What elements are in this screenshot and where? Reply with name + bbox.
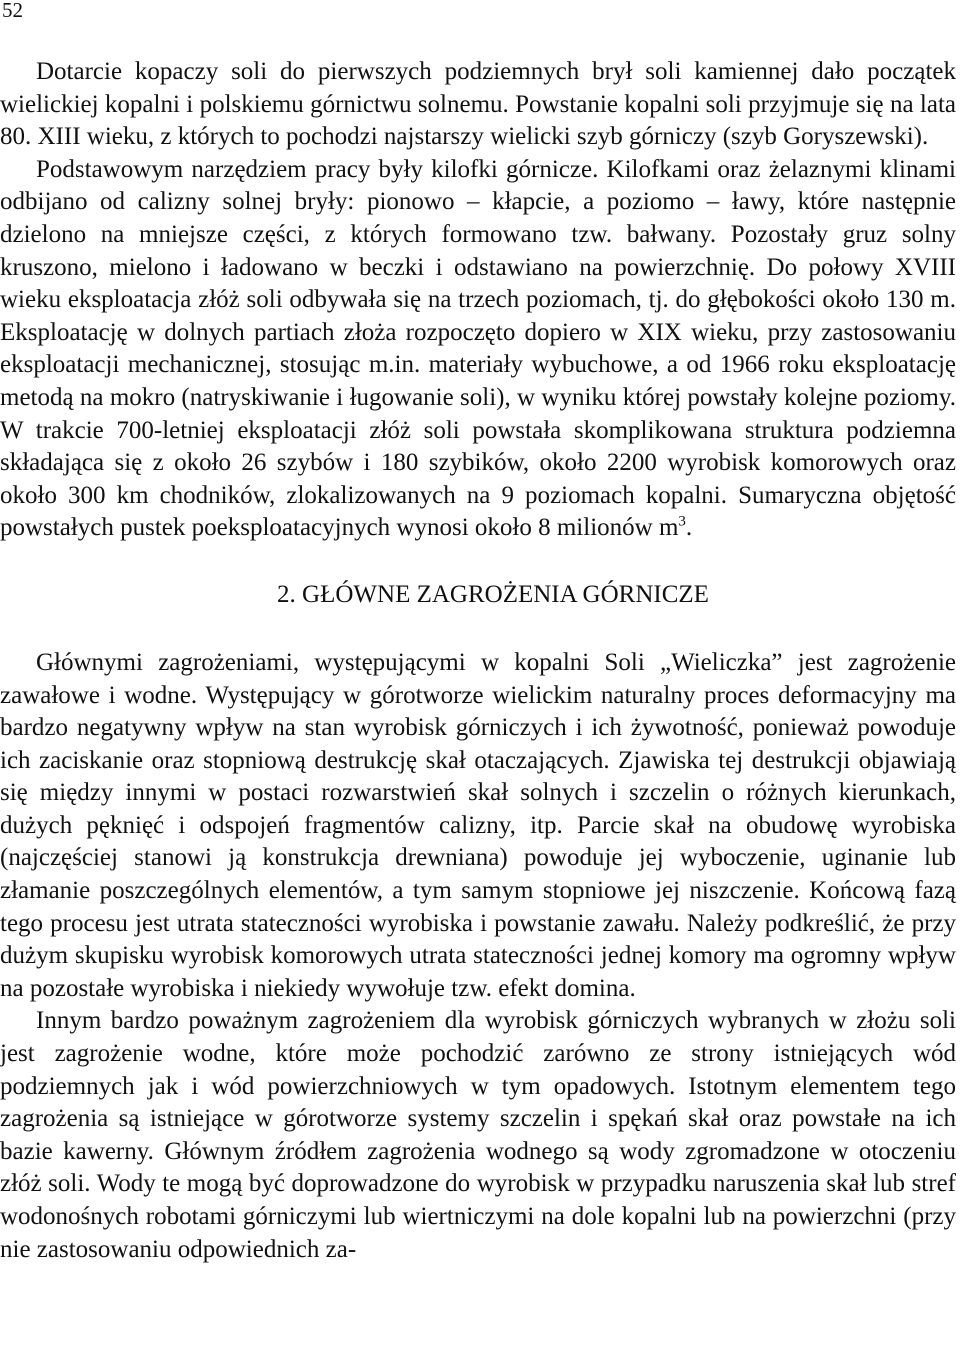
paragraph-origins: Dotarcie kopaczy soli do pierwszych podziemnych brył soli kamiennej dało początek wielickiej kopalni i polskiemu górnictwu solnemu. Powstanie kopalni soli przyjmuje się na lata 80. XIII wieku, z których to pochodzi najstarszy wielicki szyb górniczy (szyb Goryszewski).	[0, 58, 956, 151]
page-number: 52	[2, 0, 23, 22]
section-heading: 2. GŁÓWNE ZAGROŻENIA GÓRNICZE	[277, 580, 709, 608]
superscript-cubic: 3	[678, 513, 686, 530]
document-body	[0, 56, 956, 1266]
paragraph-tools	[0, 154, 956, 545]
paragraph-collapse-hazard: Głównymi zagrożeniami, występującymi w kopalni Soli „Wieliczka” jest zagrożenie zawałowe i wodne. Występujący w górotworze wielickim naturalny proces deformacyjny ma bardzo negatywny wpływ na stan wyrobisk górniczych i ich żywotność, ponieważ powoduje ich zaciskanie oraz stopniową destrukcję skał otaczających. Zjawiska tej destrukcji objawiają się między innymi w postaci rozwarstwień skał solnych i szczelin o różnych kierunkach, dużych pęknięć i odspojeń fragmentów calizny, itp. Parcie skał na obudowę wyrobiska (najczęściej stanowi ją konstrukcja drewniana) powoduje jej wyboczenie, uginanie lub złamanie poszczególnych elementów, a tym samym stopniowe jej niszczenie. Końcową fazą tego procesu jest utrata stateczności wyrobiska i powstanie zawału. Należy podkreślić, że przy dużym skupisku wyrobisk komorowych utrata stateczności jednej komory ma ogromny wpływ na pozostałe wyrobiska i niekiedy wywołuje tzw. efekt domina.	[0, 648, 956, 1002]
paragraph-tools-end: .	[685, 514, 693, 542]
paragraph-water-hazard: Innym bardzo poważnym zagrożeniem dla wyrobisk górniczych wybranych w złożu soli jest zagrożenie wodne, które może pochodzić zarówno ze strony istniejących wód podziemnych jak i wód powierzchniowych w tym opadowych. Istotnym elementem tego zagrożenia są istniejące w górotworze systemy szczelin i spękań skał oraz powstałe na ich bazie kawerny. Głównym źródłem zagrożenia wodnego są wody zgromadzone w otoczeniu złóż soli. Wody te mogą być doprowadzone do wyrobisk w przypadku naruszenia skał lub stref wodonośnych robotami górniczymi lub wiertniczymi na dole kopalni lub na powierzchni (przy nie zastosowaniu odpowiednich za-	[0, 1007, 956, 1263]
paragraph-tools-text: Podstawowym narzędziem pracy były kilofki górnicze. Kilofkami oraz żelaznymi klinami odbijano od calizny solnej bryły: pionowo – kłapcie, a poziomo – ławy, które następnie dzielono na mniejsze części, z których formowano tzw. bałwany. Pozostały gruz solny kruszono, mielono i ładowano w beczki i odstawiano na powierzchnię. Do połowy XVIII wieku eksploatacja złóż soli odbywała się na trzech poziomach, tj. do głębokości około 130 m. Eksploatację w dolnych partiach złoża rozpoczęto dopiero w XIX wieku, przy zastosowaniu eksploatacji mechanicznej, stosując m.in. materiały wybuchowe, a od 1966 roku eksploatację metodą na mokro (natryskiwanie i ługowanie soli), w wyniku której powstały kolejne poziomy. W trakcie 700-letniej eksploatacji złóż soli powstała skomplikowana struktura podziemna składająca się z około 26 szybów i 180 szybików, około 2200 wyrobisk komorowych oraz około 300 km chodników, zlokalizowanych na 9 poziomach kopalni. Sumaryczna objętość powstałych pustek poeksploatacyjnych wynosi około 8 milionów m	[0, 155, 956, 542]
